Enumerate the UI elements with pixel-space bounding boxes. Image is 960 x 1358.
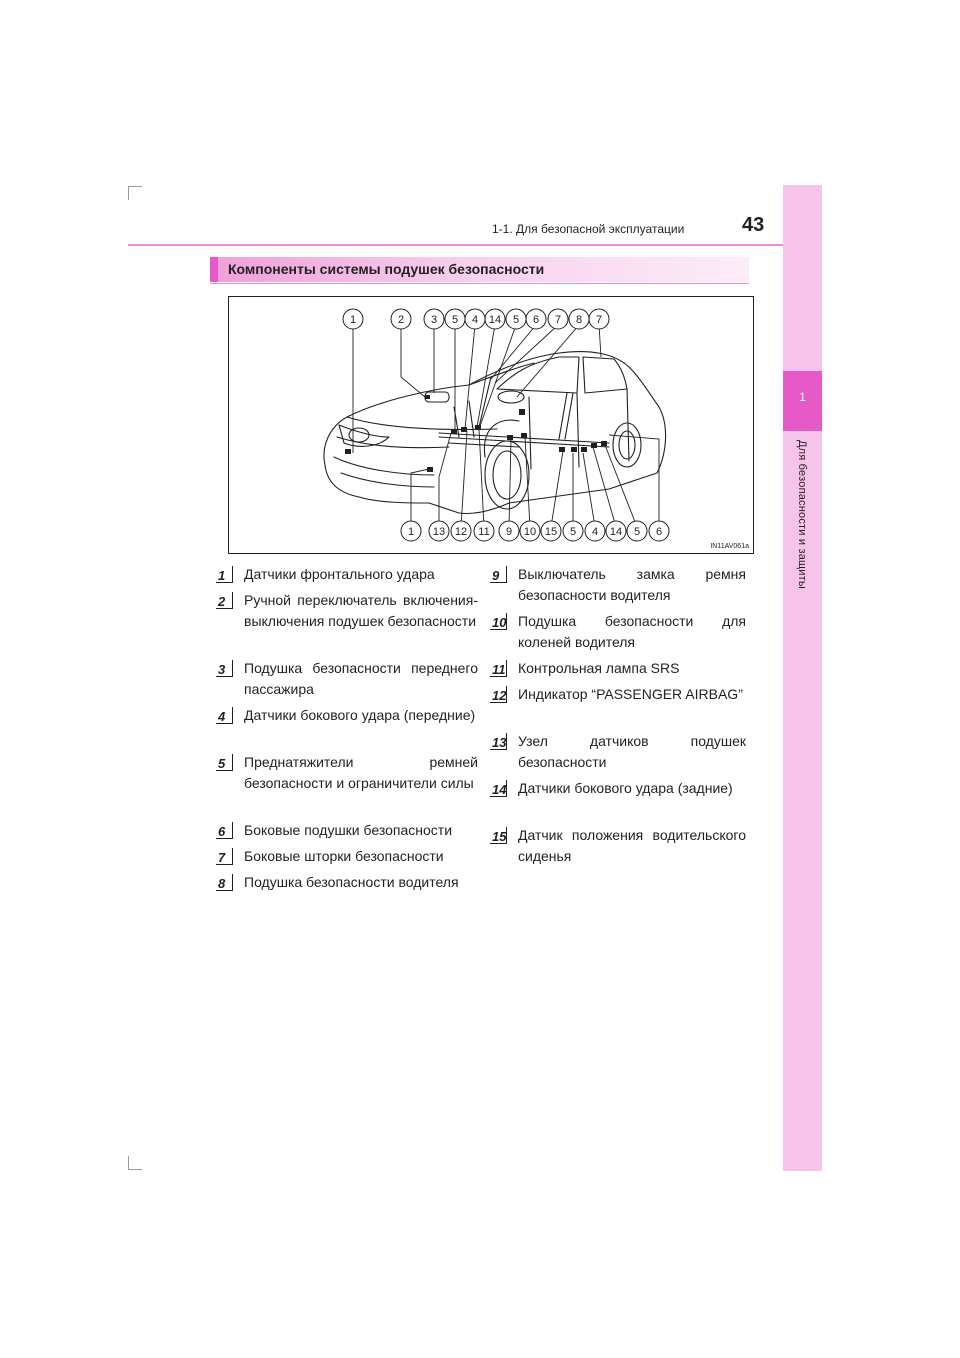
legend-text: Боковые шторки безопасности — [244, 848, 444, 864]
bottom-callout-label: 9 — [505, 526, 513, 538]
legend-number: 10 — [492, 612, 506, 633]
legend-item-1 — [218, 564, 478, 585]
legend-item-15 — [492, 825, 746, 867]
bottom-callout-label: 11 — [478, 526, 490, 538]
chapter-title: Для безопасности и защиты — [796, 440, 808, 589]
top-callout-label: 2 — [397, 314, 405, 326]
crop-mark-top-v — [128, 186, 129, 200]
bottom-callout-label: 14 — [609, 526, 623, 538]
legend-item-6 — [218, 820, 478, 841]
legend-text: Подушка безопасности водителя — [244, 874, 459, 890]
legend-number: 12 — [492, 685, 506, 706]
bottom-callout-label: 1 — [407, 526, 415, 538]
legend-item-13 — [492, 731, 746, 773]
legend-text: Боковые подушки безопасности — [244, 822, 453, 838]
legend-text: Преднатяжители ремней безопасности и ограничители силы — [244, 754, 478, 791]
crop-mark-bottom-h — [128, 1169, 142, 1170]
figure-code: IN11AV061a — [710, 543, 749, 550]
bottom-callout-label: 4 — [591, 526, 599, 538]
legend-text: Подушка безопасности для коленей водителя — [518, 613, 746, 650]
legend-item-10 — [492, 611, 746, 653]
top-callout-label: 7 — [554, 314, 562, 326]
legend-item-9 — [492, 564, 746, 606]
bottom-callout-label: 5 — [569, 526, 577, 538]
legend-number: 6 — [218, 821, 225, 842]
bottom-callout-label: 10 — [523, 526, 537, 538]
legend-number: 15 — [492, 826, 506, 847]
legend-item-12 — [492, 684, 746, 705]
bottom-callout-label: 15 — [544, 526, 558, 538]
bottom-callout-label: 13 — [432, 526, 446, 538]
top-callout-label: 6 — [532, 314, 540, 326]
legend-number: 8 — [218, 873, 225, 894]
bottom-callout-label: 5 — [633, 526, 641, 538]
legend-text: Выключатель замка ремня безопасности водителя — [518, 566, 746, 603]
bottom-callout-label: 12 — [454, 526, 468, 538]
legend-text: Датчик положения водительского сиденья — [518, 827, 746, 864]
legend-number: 11 — [492, 659, 506, 680]
airbag-diagram — [228, 296, 754, 554]
section-title-bar — [210, 257, 749, 282]
legend-number: 3 — [218, 659, 225, 680]
legend-number: 2 — [218, 591, 225, 612]
chapter-number: 1 — [799, 390, 806, 404]
legend-number: 7 — [218, 847, 225, 868]
legend-text: Датчики бокового удара (задние) — [518, 780, 733, 796]
car-illustration — [229, 297, 753, 553]
legend-text: Контрольная лампа SRS — [518, 660, 680, 676]
legend-item-4 — [218, 705, 478, 726]
section-heading: 1-1. Для безопасной эксплуатации — [492, 222, 685, 236]
top-callout-label: 8 — [575, 314, 583, 326]
legend-text: Узел датчиков подушек безопасности — [518, 733, 746, 770]
top-callout-label: 1 — [349, 314, 357, 326]
crop-mark-bottom-v — [128, 1156, 129, 1170]
legend-number: 5 — [218, 753, 225, 774]
legend-number: 1 — [218, 565, 225, 586]
legend-text: Индикатор “PASSENGER AIRBAG” — [518, 686, 743, 702]
legend-text: Ручной переключатель включения-выключения подушек безопасности — [244, 592, 478, 629]
legend-number: 13 — [492, 732, 506, 753]
chapter-sidebar — [783, 185, 822, 1171]
legend-text: Датчики бокового удара (передние) — [244, 707, 476, 723]
legend-item-2 — [218, 590, 478, 632]
top-callout-label: 4 — [471, 314, 479, 326]
header-rule — [128, 244, 821, 246]
top-callout-label: 14 — [488, 314, 502, 326]
top-callout-label: 7 — [595, 314, 603, 326]
legend-item-5 — [218, 752, 478, 794]
top-callout-label: 3 — [430, 314, 438, 326]
legend-number: 14 — [492, 779, 506, 800]
legend-number: 4 — [218, 706, 225, 727]
legend-text: Датчики фронтального удара — [244, 566, 435, 582]
bottom-callout-label: 6 — [655, 526, 663, 538]
legend-item-8 — [218, 872, 478, 893]
crop-mark-top-h — [128, 186, 142, 187]
legend-item-7 — [218, 846, 478, 867]
legend-item-14 — [492, 778, 746, 799]
top-callout-label: 5 — [512, 314, 520, 326]
legend-item-3 — [218, 658, 478, 700]
page-number: 43 — [742, 214, 765, 236]
legend-text: Подушка безопасности переднего пассажира — [244, 660, 478, 697]
top-callout-label: 5 — [451, 314, 459, 326]
section-title: Компоненты системы подушек безопасности — [228, 261, 545, 277]
legend-number: 9 — [492, 565, 499, 586]
legend-item-11 — [492, 658, 746, 679]
